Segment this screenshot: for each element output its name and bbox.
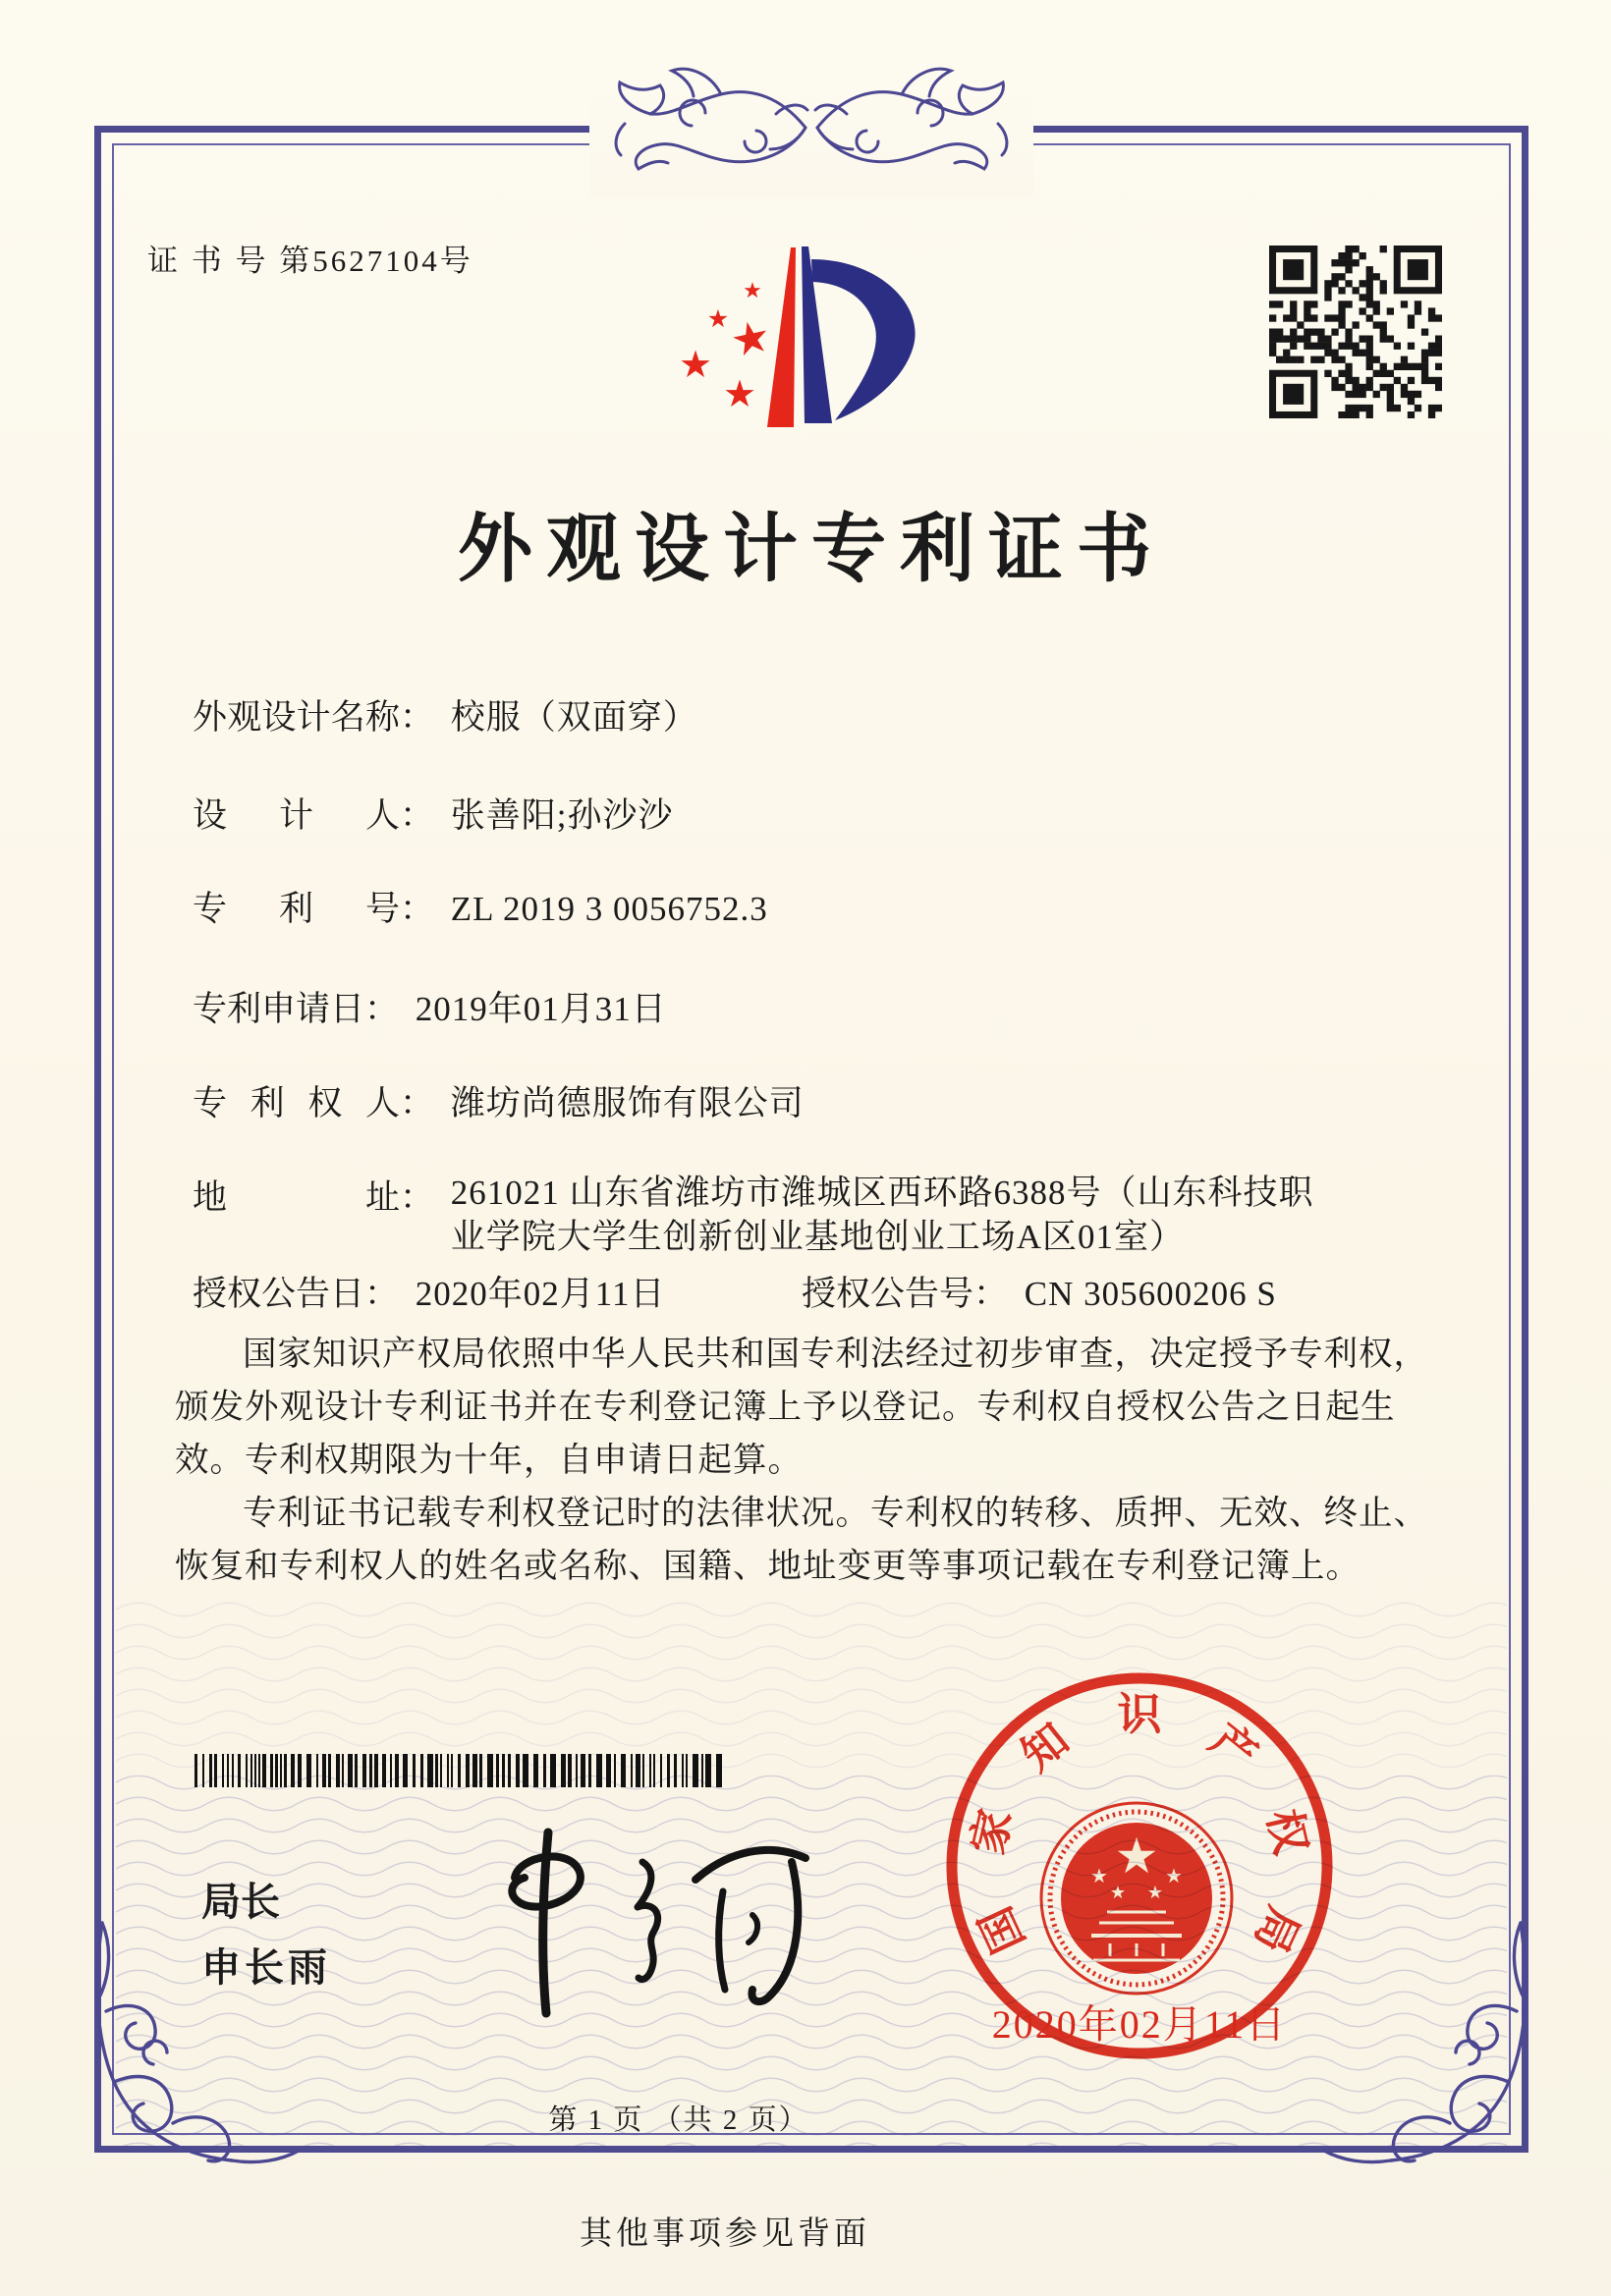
colon: ： — [400, 1178, 435, 1217]
field-label: 地址 — [193, 1178, 400, 1217]
svg-text:★: ★ — [743, 279, 762, 303]
svg-text:★: ★ — [1114, 1828, 1159, 1885]
national-emblem-icon — [1041, 1803, 1232, 1994]
field-label: 专利号 — [193, 890, 400, 928]
svg-text:★: ★ — [725, 308, 776, 368]
svg-text:★: ★ — [722, 372, 757, 415]
field-address — [193, 1171, 1450, 1259]
body-paragraph-2: 专利证书记载专利权登记时的法律状况。专利权的转移、质押、无效、终止、恢复和专利权人的姓名或名称、国籍、地址变更等事项记载在专利登记簿上。 — [175, 1495, 1428, 1585]
field-grant-number — [802, 1267, 1277, 1316]
colon: ： — [973, 1275, 1009, 1313]
cnipa-logo-icon — [644, 232, 949, 442]
field-label: 外观设计名称 — [193, 698, 400, 737]
field-value: CN 305600206 S — [1024, 1275, 1277, 1313]
field-design-name — [193, 690, 1450, 739]
field-value: 2019年01月31日 — [415, 990, 667, 1028]
colon: ： — [364, 990, 400, 1028]
colon: ： — [364, 1275, 400, 1313]
field-patentee — [193, 1076, 1450, 1125]
colon: ： — [400, 698, 435, 737]
barcode — [194, 1754, 730, 1787]
field-value: 2020年02月11日 — [415, 1275, 666, 1313]
field-label: 设计人 — [193, 796, 400, 835]
page-title: 外观设计专利证书 — [458, 509, 1165, 591]
dragon-scroll-ornament-icon — [589, 55, 1033, 198]
field-filing-date — [193, 982, 1450, 1031]
field-label: 授权公告号 — [802, 1275, 974, 1313]
commissioner-title: 局长 — [201, 1881, 280, 1924]
svg-text:★: ★ — [678, 343, 713, 386]
field-grant-date — [193, 1267, 1450, 1316]
field-value: 潍坊尚德服饰有限公司 — [450, 1084, 805, 1122]
address-line-1: 261021 山东省潍坊市潍城区西环路6388号（山东科技职 — [450, 1174, 1314, 1212]
field-value: ZL 2019 3 0056752.3 — [450, 890, 768, 928]
official-seal: ★ ★ ★ ★ ★ 国 家 知 识 产 权 局 — [938, 1665, 1341, 2067]
colon: ： — [400, 796, 435, 835]
svg-text:★: ★ — [1165, 1864, 1183, 1887]
qr-code — [1269, 246, 1442, 418]
svg-text:★: ★ — [1109, 1883, 1127, 1903]
svg-text:★: ★ — [706, 304, 730, 333]
colon: ： — [400, 1084, 435, 1122]
field-label: 专利申请日 — [193, 990, 365, 1028]
field-patent-number — [193, 882, 1450, 931]
seal-date: 2020年02月11日 — [991, 2002, 1288, 2047]
back-note: 其他事项参见背面 — [580, 2216, 870, 2252]
colon: ： — [400, 890, 435, 928]
body-text — [175, 1328, 1444, 1593]
svg-text:★: ★ — [1090, 1864, 1108, 1887]
address-line-2: 业学院大学生创新创业基地创业工场A区01室） — [450, 1218, 1186, 1256]
field-value — [451, 1171, 1423, 1259]
page-number: 第 1 页 （共 2 页） — [548, 2105, 809, 2136]
field-value: 校服（双面穿） — [450, 698, 698, 737]
certificate-number: 证 书 号 第5627104号 — [147, 244, 473, 278]
commissioner-name: 申长雨 — [201, 1946, 331, 1990]
field-designer — [193, 789, 1450, 838]
svg-text:★: ★ — [1146, 1883, 1164, 1903]
field-value: 张善阳;孙沙沙 — [450, 796, 674, 835]
field-label: 授权公告日 — [193, 1275, 365, 1313]
body-paragraph-1: 国家知识产权局依照中华人民共和国专利法经过初步审查，决定授予专利权，颁发外观设计专利证书并在专利登记簿上予以登记。专利权自授权公告之日起生效。专利权期限为十年，自申请日起算。 — [175, 1336, 1428, 1479]
signature-icon — [422, 1819, 815, 2030]
field-label: 专利权人 — [193, 1084, 400, 1122]
